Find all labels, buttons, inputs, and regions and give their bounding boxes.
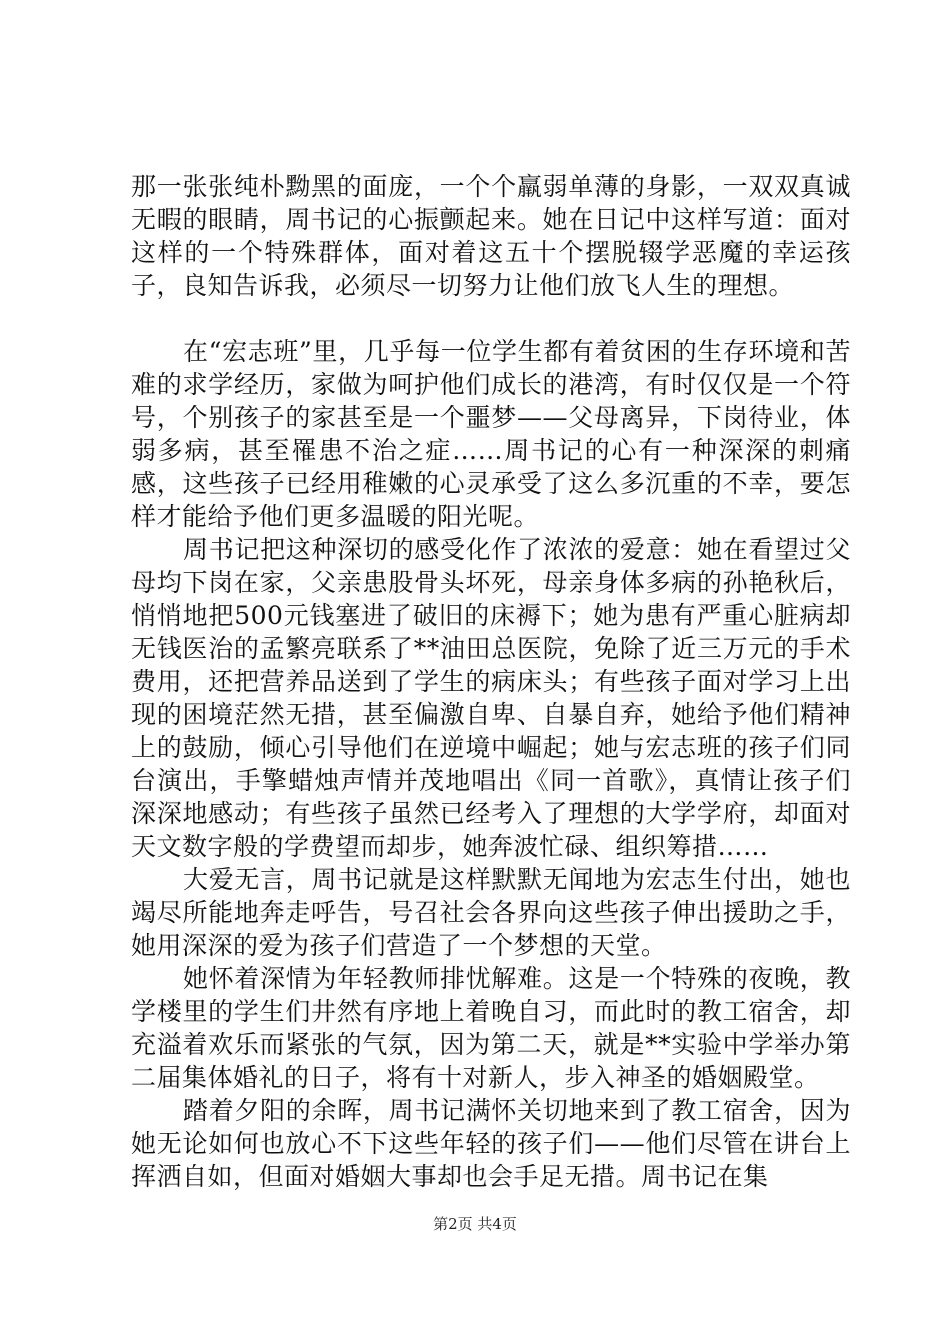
paragraph-1: 那一张张纯朴黝黑的面庞，一个个羸弱单薄的身影，一双双真诚无暇的眼睛，周书记的心振颤起来。她在日记中这样写道：面对这样的一个特殊群体，面对着这五十个摆脱辍学恶魔的幸运孩子，良知告诉我，必须尽一切努力让他们放飞人生的理想。 <box>131 172 851 300</box>
paragraph-2: 在“宏志班”里，几乎每一位学生都有着贫困的生存环境和苦难的求学经历，家做为呵护他们成长的港湾，有时仅仅是一个符号，个别孩子的家甚至是一个噩梦——父母离异，下岗待业，体弱多病，甚至罹患不治之症……周书记的心有一种深深的刺痛感，这些孩子已经用稚嫩的心灵承受了这么多沉重的不幸，要怎样才能给予他们更多温暖的阳光呢。 <box>131 337 851 531</box>
body-text <box>131 170 851 1193</box>
paragraph-4: 大爱无言，周书记就是这样默默无闻地为宏志生付出，她也竭尽所能地奔走呼告，号召社会各界向这些孩子伸出援助之手，她用深深的爱为孩子们营造了一个梦想的天堂。 <box>131 865 851 960</box>
paragraph-3: 周书记把这种深切的感受化作了浓浓的爱意：她在看望过父母均下岗在家，父亲患股骨头坏死，母亲身体多病的孙艳秋后，悄悄地把500元钱塞进了破旧的床褥下；她为患有严重心脏病却无钱医治的孟繁亮联系了**油田总医院，免除了近三万元的手术费用，还把营养品送到了学生的病床头；有些孩子面对学习上出现的困境茫然无措，甚至偏激自卑、自暴自弃，她给予他们精神上的鼓励，倾心引导他们在逆境中崛起；她与宏志班的孩子们同台演出，手擎蜡烛声情并茂地唱出《同一首歌》，真情让孩子们深深地感动；有些孩子虽然已经考入了理想的大学学府，却面对天文数字般的学费望而却步，她奔波忙碌、组织筹措…… <box>131 535 851 861</box>
paragraph-6: 踏着夕阳的余晖，周书记满怀关切地来到了教工宿舍，因为她无论如何也放心不下这些年轻的孩子们——他们尽管在讲台上挥洒自如，但面对婚姻大事却也会手足无措。周书记在集 <box>131 1096 851 1191</box>
page-footer: 第2页 共4页 <box>433 1215 517 1233</box>
paragraph-5: 她怀着深情为年轻教师排忧解难。这是一个特殊的夜晚，教学楼里的学生们井然有序地上着晚自习，而此时的教工宿舍，却充溢着欢乐而紧张的气氛，因为第二天，就是**实验中学举办第二届集体婚礼的日子，将有十对新人，步入神圣的婚姻殿堂。 <box>131 964 851 1092</box>
